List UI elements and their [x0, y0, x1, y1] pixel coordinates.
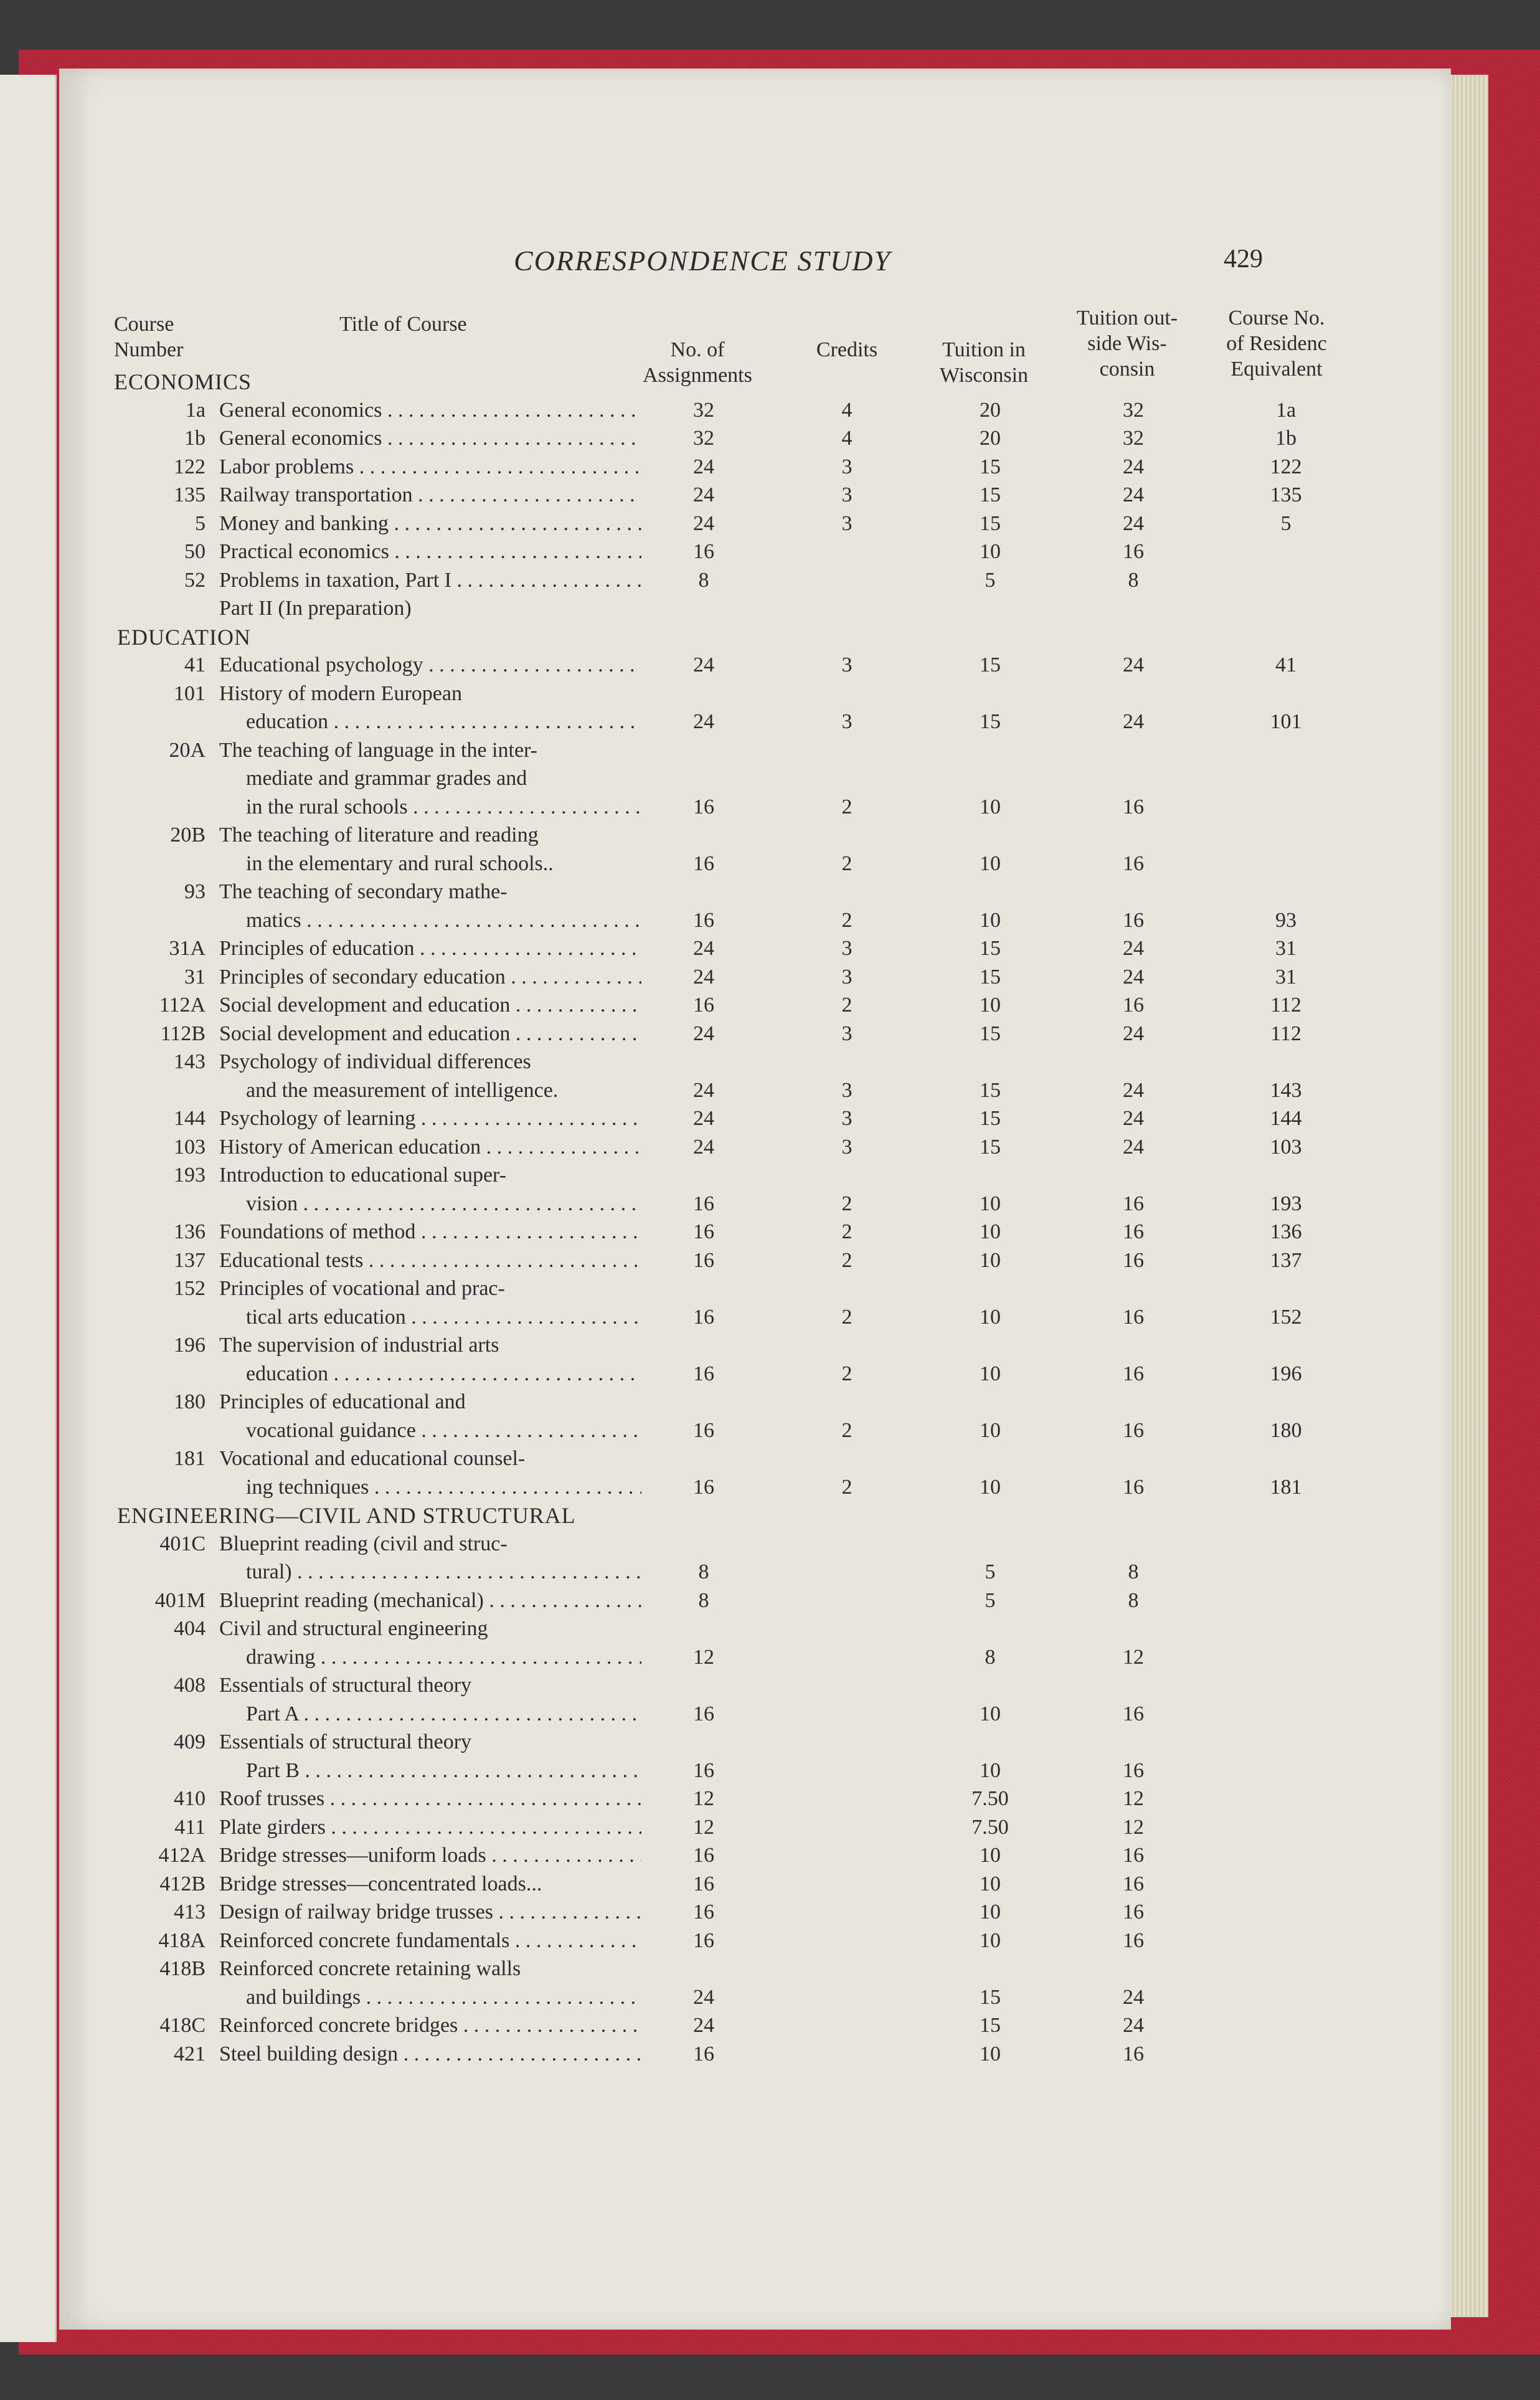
tuition-outside-value: 24 — [1123, 2014, 1144, 2037]
tuition-outside-value: 16 — [1123, 1192, 1144, 1215]
course-title: education . . . — [246, 1362, 641, 1386]
assignments-value: 24 — [693, 455, 714, 478]
tuition-outside-value: 8 — [1128, 1588, 1139, 1612]
course-title: Essentials of structural theory — [219, 1730, 472, 1753]
tuition-wisconsin-value: 10 — [980, 1305, 1001, 1329]
credits-value: 4 — [841, 398, 853, 422]
course-number: 136 — [174, 1220, 205, 1243]
course-title: Bridge stresses—concentrated loads... — [219, 1872, 542, 1895]
course-number: 20A — [169, 738, 205, 762]
credits-value: 2 — [841, 1362, 853, 1385]
course-number: 418C — [159, 2014, 205, 2037]
course-number: 401M — [154, 1588, 205, 1612]
course-number: 411 — [174, 1815, 205, 1839]
tuition-wisconsin-value: 15 — [980, 1078, 1001, 1102]
course-title: Bridge stresses—uniform loads . . . — [219, 1844, 641, 1867]
header-course-number-2: Number — [114, 338, 184, 361]
tuition-wisconsin-value: 20 — [980, 427, 1001, 450]
tuition-outside-value: 16 — [1123, 1702, 1144, 1725]
course-title: The supervision of industrial arts — [219, 1334, 499, 1357]
course-title: vision . . . — [246, 1192, 641, 1216]
assignments-value: 24 — [693, 653, 714, 676]
course-number: 418A — [158, 1928, 205, 1952]
course-number: 418B — [159, 1957, 205, 1980]
course-number: 135 — [174, 483, 205, 506]
section-heading: ENGINEERING—CIVIL AND STRUCTURAL — [117, 1503, 576, 1528]
course-title: General economics . . . — [219, 427, 641, 450]
residence-equivalent-value: 180 — [1270, 1418, 1302, 1442]
course-title: Introduction to educational super- — [219, 1164, 507, 1187]
tuition-wisconsin-value: 10 — [980, 1362, 1001, 1385]
tuition-outside-value: 32 — [1123, 398, 1144, 422]
course-title: drawing . . . — [246, 1646, 641, 1669]
course-title: The teaching of secondary mathe- — [219, 880, 508, 903]
assignments-value: 12 — [693, 1645, 714, 1669]
course-number: 196 — [174, 1334, 205, 1357]
tuition-wisconsin-value: 5 — [985, 1560, 996, 1583]
course-title: Social development and education . . . — [219, 1022, 641, 1046]
assignments-value: 16 — [693, 1305, 714, 1329]
assignments-value: 32 — [693, 427, 714, 450]
tuition-wisconsin-value: 10 — [980, 1900, 1001, 1923]
course-number: 5 — [195, 511, 205, 535]
tuition-wisconsin-value: 15 — [980, 1022, 1001, 1045]
tuition-outside-value: 24 — [1123, 653, 1144, 676]
header-assignments-1: No. of — [670, 338, 725, 361]
course-title: Principles of secondary education . . . — [219, 965, 641, 989]
header-title: Title of Course — [339, 313, 467, 336]
credits-value: 2 — [841, 1475, 853, 1499]
residence-equivalent-value: 181 — [1270, 1475, 1302, 1499]
assignments-value: 12 — [693, 1815, 714, 1839]
assignments-value: 24 — [693, 1107, 714, 1130]
course-title: General economics . . . — [219, 399, 641, 422]
course-number: 413 — [174, 1900, 205, 1923]
tuition-outside-value: 16 — [1123, 1900, 1144, 1923]
assignments-value: 24 — [693, 483, 714, 506]
header-tuition-wi-2: Wisconsin — [939, 364, 1029, 387]
residence-equivalent-value: 103 — [1270, 1135, 1302, 1159]
assignments-value: 12 — [693, 1787, 714, 1810]
tuition-outside-value: 16 — [1123, 540, 1144, 563]
assignments-value: 16 — [693, 1362, 714, 1385]
course-number: 421 — [174, 2042, 205, 2066]
residence-equivalent-value: 112 — [1270, 994, 1301, 1017]
assignments-value: 16 — [693, 540, 714, 563]
tuition-wisconsin-value: 10 — [980, 994, 1001, 1017]
tuition-wisconsin-value: 7.50 — [971, 1787, 1009, 1810]
residence-equivalent-value: 101 — [1270, 710, 1302, 733]
course-number: 103 — [174, 1135, 205, 1159]
course-title: Reinforced concrete fundamentals . . . — [219, 1929, 641, 1953]
assignments-value: 16 — [693, 1192, 714, 1215]
course-title: Steel building design . . . — [219, 2042, 641, 2066]
course-number: 112B — [160, 1022, 205, 1045]
course-title: and buildings . . . — [246, 1986, 641, 2009]
header-tuition-wi-1: Tuition in — [942, 338, 1026, 361]
assignments-value: 24 — [693, 1078, 714, 1102]
tuition-outside-value: 16 — [1123, 1475, 1144, 1499]
tuition-outside-value: 12 — [1123, 1787, 1144, 1810]
tuition-wisconsin-value: 15 — [980, 1107, 1001, 1130]
credits-value: 3 — [841, 1135, 853, 1159]
course-title: Roof trusses . . . — [219, 1787, 641, 1811]
assignments-value: 16 — [693, 2042, 714, 2066]
credits-value: 2 — [841, 795, 853, 818]
course-title: Part A . . . — [246, 1702, 641, 1726]
tuition-wisconsin-value: 20 — [980, 398, 1001, 422]
tuition-wisconsin-value: 10 — [980, 1220, 1001, 1243]
tuition-outside-value: 8 — [1128, 1560, 1139, 1583]
tuition-wisconsin-value: 8 — [985, 1645, 996, 1669]
residence-equivalent-value: 1a — [1275, 398, 1297, 422]
tuition-outside-value: 24 — [1123, 455, 1144, 478]
assignments-value: 24 — [693, 2014, 714, 2037]
tuition-outside-value: 16 — [1123, 1872, 1144, 1895]
course-title: mediate and grammar grades and — [246, 767, 527, 790]
assignments-value: 24 — [693, 1135, 714, 1159]
tuition-outside-value: 16 — [1123, 795, 1144, 818]
tuition-outside-value: 24 — [1123, 1022, 1144, 1045]
tuition-wisconsin-value: 10 — [980, 908, 1001, 932]
course-number: 20B — [170, 823, 205, 847]
section-heading: EDUCATION — [117, 624, 251, 650]
credits-value: 3 — [841, 1107, 853, 1130]
assignments-value: 24 — [693, 511, 714, 535]
course-number: 412A — [158, 1844, 205, 1867]
tuition-outside-value: 16 — [1123, 908, 1144, 932]
course-title: Vocational and educational counsel- — [219, 1447, 526, 1470]
course-title: Part II (In preparation) — [219, 597, 412, 620]
tuition-outside-value: 24 — [1123, 710, 1144, 733]
course-number: 193 — [174, 1164, 205, 1187]
course-number: 137 — [174, 1248, 205, 1272]
course-number: 404 — [174, 1617, 205, 1640]
credits-value: 3 — [841, 483, 853, 506]
assignments-value: 16 — [693, 1248, 714, 1272]
tuition-outside-value: 16 — [1123, 1362, 1144, 1385]
course-title: Reinforced concrete bridges . . . — [219, 2014, 641, 2037]
residence-equivalent-value: 41 — [1275, 653, 1297, 676]
course-title: vocational guidance . . . — [246, 1419, 641, 1443]
tuition-outside-value: 16 — [1123, 1928, 1144, 1952]
course-number: 122 — [174, 455, 205, 478]
residence-equivalent-value: 31 — [1275, 937, 1297, 960]
residence-equivalent-value: 196 — [1270, 1362, 1302, 1385]
tuition-outside-value: 24 — [1123, 1985, 1144, 2009]
assignments-value: 16 — [693, 1220, 714, 1243]
residence-equivalent-value: 144 — [1270, 1107, 1302, 1130]
tuition-wisconsin-value: 10 — [980, 1844, 1001, 1867]
course-number: 144 — [174, 1107, 205, 1130]
tuition-wisconsin-value: 15 — [980, 710, 1001, 733]
course-title: Educational tests . . . — [219, 1249, 641, 1273]
course-title: ing techniques . . . — [246, 1476, 641, 1499]
assignments-value: 24 — [693, 937, 714, 960]
course-title: in the elementary and rural schools.. — [246, 851, 554, 875]
course-title: tural) . . . — [246, 1560, 641, 1584]
course-title: The teaching of language in the inter- — [219, 738, 537, 762]
course-title: education . . . — [246, 710, 641, 734]
tuition-outside-value: 24 — [1123, 511, 1144, 535]
course-title: Problems in taxation, Part I . . . — [219, 569, 641, 592]
header-residence-1: Course No. — [1228, 306, 1325, 330]
course-title: tical arts education . . . — [246, 1306, 641, 1329]
course-title: Educational psychology . . . — [219, 653, 641, 677]
course-title: Principles of educational and — [219, 1390, 466, 1413]
course-number: 152 — [174, 1277, 205, 1300]
course-number: 112A — [159, 994, 205, 1017]
tuition-wisconsin-value: 10 — [980, 1418, 1001, 1442]
tuition-wisconsin-value: 15 — [980, 937, 1001, 960]
tuition-wisconsin-value: 10 — [980, 795, 1001, 818]
residence-equivalent-value: 136 — [1270, 1220, 1302, 1243]
course-title: History of modern European — [219, 681, 462, 705]
credits-value: 4 — [841, 427, 853, 450]
page-number: 429 — [1224, 245, 1263, 273]
assignments-value: 16 — [693, 851, 714, 875]
tuition-outside-value: 16 — [1123, 1305, 1144, 1329]
course-title: The teaching of literature and reading — [219, 823, 539, 847]
header-assignments-2: Assignments — [643, 364, 752, 387]
tuition-wisconsin-value: 10 — [980, 1192, 1001, 1215]
assignments-value: 8 — [698, 568, 709, 592]
residence-equivalent-value: 135 — [1270, 483, 1302, 506]
assignments-value: 16 — [693, 1844, 714, 1867]
course-number: 1b — [184, 427, 205, 450]
credits-value: 3 — [841, 511, 853, 535]
credits-value: 3 — [841, 1022, 853, 1045]
course-title: Design of railway bridge trusses . . . — [219, 1900, 641, 1924]
tuition-wisconsin-value: 15 — [980, 965, 1001, 989]
tuition-outside-value: 16 — [1123, 1418, 1144, 1442]
tuition-outside-value: 12 — [1123, 1645, 1144, 1669]
course-title: and the measurement of intelligence. — [246, 1078, 559, 1102]
assignments-value: 16 — [693, 1872, 714, 1895]
credits-value: 2 — [841, 1418, 853, 1442]
course-number: 410 — [174, 1787, 205, 1810]
course-title: Part B . . . — [246, 1759, 641, 1783]
residence-equivalent-value: 1b — [1275, 427, 1297, 450]
residence-equivalent-value: 31 — [1275, 965, 1297, 989]
assignments-value: 16 — [693, 908, 714, 932]
residence-equivalent-value: 143 — [1270, 1078, 1302, 1102]
credits-value: 2 — [841, 908, 853, 932]
course-title: Psychology of learning . . . — [219, 1107, 641, 1131]
course-title: matics . . . — [246, 909, 641, 932]
residence-equivalent-value: 93 — [1275, 908, 1297, 932]
course-title: Labor problems . . . — [219, 455, 641, 479]
assignments-value: 24 — [693, 1985, 714, 2009]
course-number: 52 — [184, 568, 205, 592]
assignments-value: 16 — [693, 1702, 714, 1725]
course-number: 101 — [174, 681, 205, 705]
tuition-outside-value: 16 — [1123, 994, 1144, 1017]
tuition-outside-value: 16 — [1123, 2042, 1144, 2066]
tuition-outside-value: 24 — [1123, 1135, 1144, 1159]
tuition-outside-value: 24 — [1123, 483, 1144, 506]
course-title: Social development and education . . . — [219, 994, 641, 1017]
residence-equivalent-value: 122 — [1270, 455, 1302, 478]
residence-equivalent-value: 152 — [1270, 1305, 1302, 1329]
tuition-wisconsin-value: 10 — [980, 1702, 1001, 1725]
tuition-wisconsin-value: 15 — [980, 2014, 1001, 2037]
tuition-wisconsin-value: 15 — [980, 483, 1001, 506]
tuition-wisconsin-value: 10 — [980, 1475, 1001, 1499]
course-title: Foundations of method . . . — [219, 1220, 641, 1244]
tuition-wisconsin-value: 15 — [980, 653, 1001, 676]
course-title: Essentials of structural theory — [219, 1674, 472, 1697]
course-title: Railway transportation . . . — [219, 483, 641, 507]
course-number: 50 — [184, 540, 205, 563]
course-number: 408 — [174, 1674, 205, 1697]
tuition-outside-value: 16 — [1123, 1758, 1144, 1782]
tuition-wisconsin-value: 10 — [980, 1248, 1001, 1272]
course-title: Practical economics . . . — [219, 540, 641, 564]
tuition-wisconsin-value: 15 — [980, 1985, 1001, 2009]
assignments-value: 24 — [693, 1022, 714, 1045]
tuition-wisconsin-value: 5 — [985, 568, 996, 592]
assignments-value: 16 — [693, 994, 714, 1017]
course-number: 143 — [174, 1050, 205, 1073]
credits-value: 2 — [841, 1248, 853, 1272]
assignments-value: 16 — [693, 795, 714, 818]
tuition-wisconsin-value: 10 — [980, 1928, 1001, 1952]
tuition-outside-value: 24 — [1123, 965, 1144, 989]
assignments-value: 16 — [693, 1928, 714, 1952]
assignments-value: 8 — [698, 1560, 709, 1583]
course-title: Principles of vocational and prac- — [219, 1277, 505, 1300]
assignments-value: 16 — [693, 1758, 714, 1782]
course-title: in the rural schools . . . — [246, 795, 641, 819]
tuition-wisconsin-value: 7.50 — [971, 1815, 1009, 1839]
tuition-wisconsin-value: 5 — [985, 1588, 996, 1612]
facing-page-edge — [0, 75, 57, 2342]
course-number: 401C — [159, 1532, 205, 1555]
tuition-outside-value: 16 — [1123, 1844, 1144, 1867]
tuition-wisconsin-value: 15 — [980, 455, 1001, 478]
tuition-outside-value: 24 — [1123, 1107, 1144, 1130]
course-number: 412B — [159, 1872, 205, 1895]
tuition-outside-value: 16 — [1123, 851, 1144, 875]
assignments-value: 8 — [698, 1588, 709, 1612]
tuition-outside-value: 8 — [1128, 568, 1139, 592]
tuition-wisconsin-value: 10 — [980, 1872, 1001, 1895]
course-title: Plate girders . . . — [219, 1816, 641, 1839]
tuition-outside-value: 16 — [1123, 1248, 1144, 1272]
header-residence-2: of Residenc — [1226, 332, 1327, 355]
tuition-wisconsin-value: 10 — [980, 851, 1001, 875]
course-title: History of American education . . . — [219, 1136, 641, 1159]
credits-value: 2 — [841, 1192, 853, 1215]
header-tuition-out-2: side Wis- — [1087, 332, 1167, 355]
assignments-value: 32 — [693, 398, 714, 422]
residence-equivalent-value: 5 — [1280, 511, 1292, 535]
course-number: 409 — [174, 1730, 205, 1753]
course-title: Blueprint reading (mechanical) . . . — [219, 1589, 641, 1613]
course-number: 181 — [174, 1447, 205, 1470]
residence-equivalent-value: 193 — [1270, 1192, 1302, 1215]
credits-value: 3 — [841, 653, 853, 676]
course-number: 180 — [174, 1390, 205, 1413]
tuition-wisconsin-value: 10 — [980, 2042, 1001, 2066]
tuition-outside-value: 12 — [1123, 1815, 1144, 1839]
credits-value: 3 — [841, 1078, 853, 1102]
running-head: CORRESPONDENCE STUDY — [514, 245, 892, 277]
tuition-wisconsin-value: 10 — [980, 540, 1001, 563]
course-number: 31 — [184, 965, 205, 989]
residence-equivalent-value: 112 — [1270, 1022, 1301, 1045]
course-number: 31A — [169, 937, 205, 960]
credits-value: 2 — [841, 994, 853, 1017]
credits-value: 2 — [841, 851, 853, 875]
tuition-outside-value: 24 — [1123, 1078, 1144, 1102]
course-number: 93 — [184, 880, 205, 903]
header-residence-3: Equivalent — [1231, 358, 1323, 381]
assignments-value: 16 — [693, 1418, 714, 1442]
credits-value: 3 — [841, 965, 853, 989]
credits-value: 2 — [841, 1220, 853, 1243]
tuition-wisconsin-value: 10 — [980, 1758, 1001, 1782]
course-title: Reinforced concrete retaining walls — [219, 1957, 521, 1980]
tuition-outside-value: 16 — [1123, 1220, 1144, 1243]
header-tuition-out-3: consin — [1099, 358, 1155, 381]
credits-value: 3 — [841, 455, 853, 478]
tuition-outside-value: 32 — [1123, 427, 1144, 450]
header-tuition-out-1: Tuition out- — [1076, 306, 1178, 330]
header-course-number-1: Course — [114, 313, 174, 336]
assignments-value: 24 — [693, 965, 714, 989]
credits-value: 2 — [841, 1305, 853, 1329]
course-title: Principles of education . . . — [219, 937, 641, 960]
section-heading: ECONOMICS — [114, 369, 252, 394]
header-credits: Credits — [816, 338, 878, 361]
tuition-wisconsin-value: 15 — [980, 1135, 1001, 1159]
tuition-wisconsin-value: 15 — [980, 511, 1001, 535]
assignments-value: 24 — [693, 710, 714, 733]
course-title: Blueprint reading (civil and struc- — [219, 1532, 508, 1555]
credits-value: 3 — [841, 937, 853, 960]
course-title: Civil and structural engineering — [219, 1617, 488, 1640]
credits-value: 3 — [841, 710, 853, 733]
residence-equivalent-value: 137 — [1270, 1248, 1302, 1272]
course-title: Psychology of individual differences — [219, 1050, 531, 1073]
course-number: 1a — [185, 398, 205, 422]
assignments-value: 16 — [693, 1900, 714, 1923]
course-number: 41 — [184, 653, 205, 676]
course-title: Money and banking . . . — [219, 512, 641, 536]
tuition-outside-value: 24 — [1123, 937, 1144, 960]
assignments-value: 16 — [693, 1475, 714, 1499]
